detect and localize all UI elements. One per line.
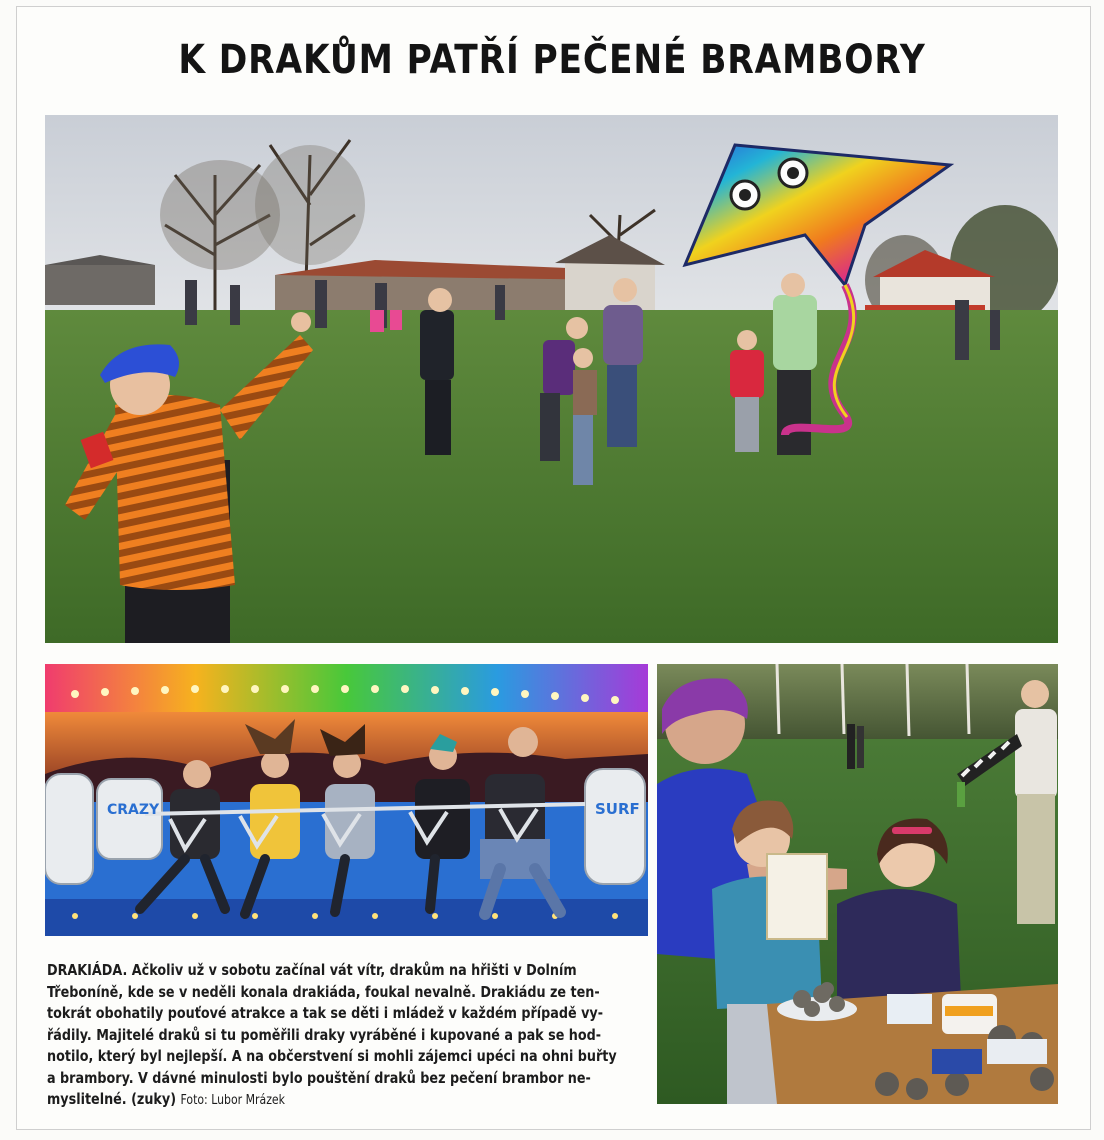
caption-line-6: a brambory. V dávné minulosti bylo pouštění draků bez pečení brambor ne- <box>47 1068 591 1087</box>
caption-line-3: tokrát obohatily pouťové atrakce a tak se děti i mládež v každém případě vy- <box>47 1004 604 1022</box>
ride-sign-surf: SURF <box>595 800 640 818</box>
caption-line-7: myslitelné. (zuky) <box>47 1090 177 1108</box>
caption-line-2: Třeboníně, kde se v neděli konala drakiáda, foukal nevalně. Drakiádu ze ten- <box>47 982 600 1001</box>
ride-sign-crazy: CRAZY <box>107 802 160 818</box>
caption-line-1: Ačkoliv už v sobotu začínal vát vítr, drakům na hřišti v Dolním <box>131 961 577 979</box>
caption-line-4: řádily. Majitelé draků si tu poměřili draky vyráběné i kupované a pak se hod- <box>47 1025 602 1044</box>
photo-credit: Foto: Lubor Mrázek <box>180 1093 285 1108</box>
headline: K DRAKŮM PATŘÍ PEČENÉ BRAMBORY <box>178 37 926 83</box>
article-caption <box>47 960 648 1112</box>
photo-kids-potatoes <box>657 664 1058 1104</box>
caption-line-5: notilo, který byl nejlepší. A na občerstvení si mohli zájemci upéci na ohni buřty <box>47 1047 617 1065</box>
photo-fair-ride <box>45 664 648 936</box>
photo-kite-field <box>45 115 1058 643</box>
caption-lead: DRAKIÁDA. <box>47 961 128 979</box>
